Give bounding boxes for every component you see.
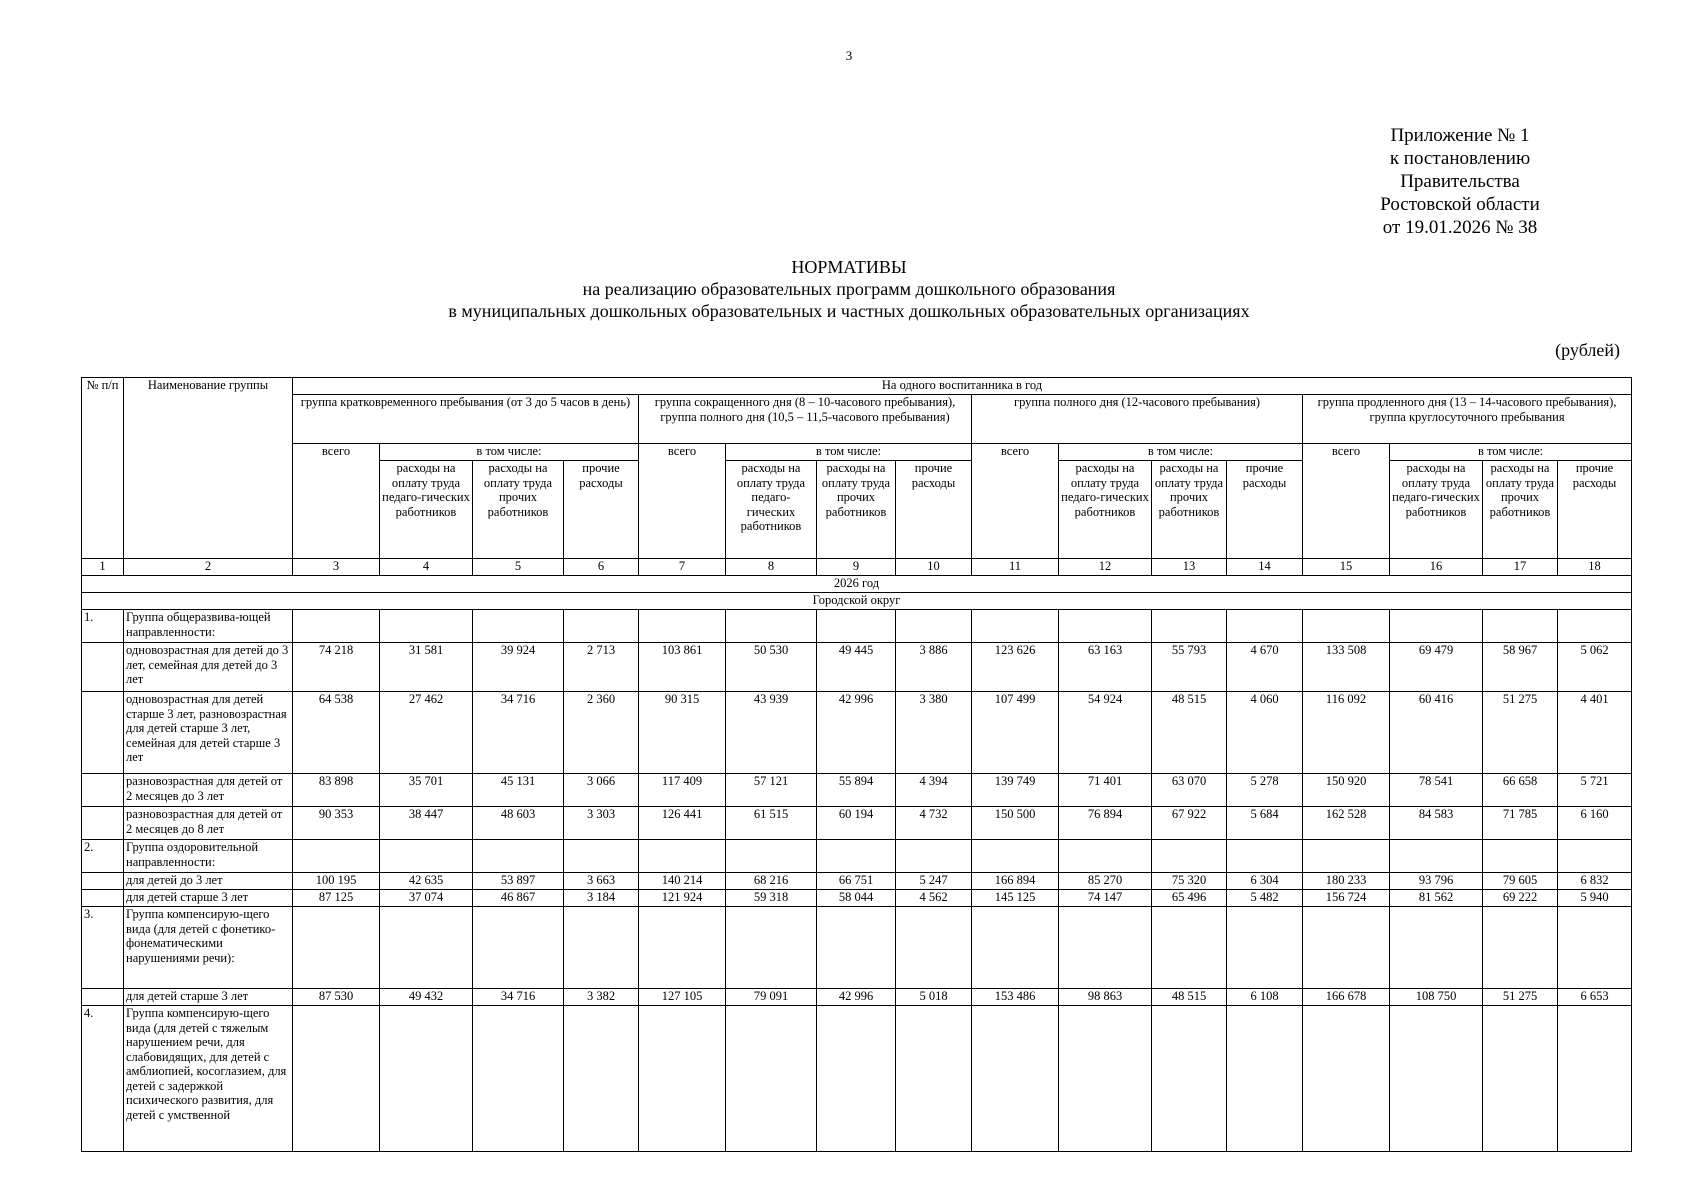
row-value	[293, 907, 380, 989]
row-value: 57 121	[726, 774, 817, 807]
row-value: 38 447	[380, 807, 473, 840]
row-value: 34 716	[473, 989, 564, 1006]
row-value	[639, 610, 726, 643]
header-group-short-stay: группа кратковременного пребывания (от 3 до 5 часов в день)	[293, 395, 639, 444]
row-value: 6 832	[1558, 873, 1632, 890]
row-value	[1303, 907, 1390, 989]
row-value: 90 315	[639, 692, 726, 774]
table-row	[82, 840, 1632, 873]
row-value: 48 515	[1152, 692, 1227, 774]
row-value: 3 066	[564, 774, 639, 807]
row-value: 156 724	[1303, 890, 1390, 907]
row-value	[473, 1006, 564, 1152]
row-value: 100 195	[293, 873, 380, 890]
row-value	[972, 1006, 1059, 1152]
table-row	[82, 807, 1632, 840]
row-value: 93 796	[1390, 873, 1483, 890]
row-value: 51 275	[1483, 692, 1558, 774]
row-group-name: для детей старше 3 лет	[124, 989, 293, 1006]
row-value: 49 445	[817, 643, 896, 692]
row-value: 166 894	[972, 873, 1059, 890]
row-value: 145 125	[972, 890, 1059, 907]
row-value: 76 894	[1059, 807, 1152, 840]
row-group-name: для детей старше 3 лет	[124, 890, 293, 907]
row-value	[380, 907, 473, 989]
row-value	[726, 840, 817, 873]
row-value: 42 996	[817, 692, 896, 774]
row-value: 85 270	[1059, 873, 1152, 890]
row-group-name: одновозрастная для детей до 3 лет, семейная для детей до 3 лет	[124, 643, 293, 692]
row-value: 2 360	[564, 692, 639, 774]
row-group-name: одновозрастная для детей старше 3 лет, разновозрастная для детей старше 3 лет, семейная для детей старше 3 лет	[124, 692, 293, 774]
row-value: 3 380	[896, 692, 972, 774]
row-value: 153 486	[972, 989, 1059, 1006]
row-number	[82, 873, 124, 890]
row-value: 108 750	[1390, 989, 1483, 1006]
norms-table	[81, 377, 1632, 1152]
header-group-full-day: группа полного дня (12-часового пребывания)	[972, 395, 1303, 444]
row-value: 55 894	[817, 774, 896, 807]
row-value: 5 482	[1227, 890, 1303, 907]
row-value: 4 670	[1227, 643, 1303, 692]
row-value: 31 581	[380, 643, 473, 692]
row-value	[1303, 610, 1390, 643]
page-number: 3	[845, 48, 853, 63]
row-value	[1483, 1006, 1558, 1152]
column-number: 7	[639, 559, 726, 576]
row-value: 42 635	[380, 873, 473, 890]
row-value: 4 060	[1227, 692, 1303, 774]
row-value: 71 401	[1059, 774, 1152, 807]
row-value	[1152, 907, 1227, 989]
row-value: 90 353	[293, 807, 380, 840]
header-other-expenses: прочие расходы	[1227, 461, 1303, 559]
column-number: 14	[1227, 559, 1303, 576]
row-value: 123 626	[972, 643, 1059, 692]
table-row	[82, 873, 1632, 890]
appendix-line-4: Ростовской области	[1380, 194, 1540, 215]
row-value	[1059, 840, 1152, 873]
row-value	[1390, 840, 1483, 873]
header-other-expenses: прочие расходы	[564, 461, 639, 559]
header-per-child: На одного воспитанника в год	[293, 378, 1632, 395]
row-value	[1390, 907, 1483, 989]
row-value: 27 462	[380, 692, 473, 774]
row-value: 87 125	[293, 890, 380, 907]
column-number: 10	[896, 559, 972, 576]
row-value	[1558, 907, 1632, 989]
row-value	[817, 610, 896, 643]
column-number: 11	[972, 559, 1059, 576]
row-value	[817, 840, 896, 873]
row-value	[1059, 907, 1152, 989]
table-row	[82, 774, 1632, 807]
row-number: 4.	[82, 1006, 124, 1152]
row-value	[1303, 1006, 1390, 1152]
row-value: 46 867	[473, 890, 564, 907]
row-value: 42 996	[817, 989, 896, 1006]
row-value: 50 530	[726, 643, 817, 692]
row-value: 5 278	[1227, 774, 1303, 807]
row-value	[564, 1006, 639, 1152]
row-value: 71 785	[1483, 807, 1558, 840]
header-including: в том числе:	[1390, 444, 1632, 461]
row-value: 3 184	[564, 890, 639, 907]
column-number: 12	[1059, 559, 1152, 576]
table-row	[82, 907, 1632, 989]
row-value: 5 721	[1558, 774, 1632, 807]
header-including: в том числе:	[1059, 444, 1303, 461]
row-value: 5 247	[896, 873, 972, 890]
row-value: 49 432	[380, 989, 473, 1006]
row-value: 68 216	[726, 873, 817, 890]
row-group-name: Группа компенсирую-щего вида (для детей с тяжелым нарушением речи, для слабовидящих, для детей с амблиопией, косоглазием, для детей с задержкой психического развития, для детей с умственной	[124, 1006, 293, 1152]
row-value: 162 528	[1303, 807, 1390, 840]
table-row	[82, 989, 1632, 1006]
row-value: 43 939	[726, 692, 817, 774]
row-value: 55 793	[1152, 643, 1227, 692]
row-number: 2.	[82, 840, 124, 873]
row-value: 133 508	[1303, 643, 1390, 692]
row-value	[1227, 840, 1303, 873]
row-value: 3 663	[564, 873, 639, 890]
row-value	[726, 610, 817, 643]
row-value: 64 538	[293, 692, 380, 774]
row-value	[1483, 840, 1558, 873]
row-value: 166 678	[1303, 989, 1390, 1006]
row-value: 180 233	[1303, 873, 1390, 890]
row-value	[1059, 1006, 1152, 1152]
header-including: в том числе:	[726, 444, 972, 461]
row-number	[82, 643, 124, 692]
row-value	[1227, 610, 1303, 643]
row-value	[896, 1006, 972, 1152]
table-row	[82, 692, 1632, 774]
row-value: 6 304	[1227, 873, 1303, 890]
row-value: 60 416	[1390, 692, 1483, 774]
row-value	[473, 610, 564, 643]
row-value	[473, 840, 564, 873]
row-value: 54 924	[1059, 692, 1152, 774]
row-group-name: разновозрастная для детей от 2 месяцев до 3 лет	[124, 774, 293, 807]
row-value: 48 603	[473, 807, 564, 840]
title-main: НОРМАТИВЫ	[791, 257, 907, 277]
row-value	[639, 840, 726, 873]
header-teacher-pay: расходы на оплату труда педаго-гических работников	[1059, 461, 1152, 559]
row-value: 51 275	[1483, 989, 1558, 1006]
row-value: 37 074	[380, 890, 473, 907]
row-value	[1558, 610, 1632, 643]
row-value: 2 713	[564, 643, 639, 692]
row-value: 5 684	[1227, 807, 1303, 840]
header-other-staff-pay: расходы на оплату труда прочих работников	[817, 461, 896, 559]
header-other-staff-pay: расходы на оплату труда прочих работников	[1483, 461, 1558, 559]
row-value	[639, 1006, 726, 1152]
column-number: 17	[1483, 559, 1558, 576]
row-value	[380, 840, 473, 873]
header-total: всего	[972, 444, 1059, 559]
column-number: 5	[473, 559, 564, 576]
row-value	[1303, 840, 1390, 873]
row-value: 78 541	[1390, 774, 1483, 807]
column-number: 13	[1152, 559, 1227, 576]
column-number: 4	[380, 559, 473, 576]
header-total: всего	[293, 444, 380, 559]
row-value	[817, 907, 896, 989]
row-value: 127 105	[639, 989, 726, 1006]
row-group-name: Группа компенсирую-щего вида (для детей с фонетико-фонематическими нарушениями речи):	[124, 907, 293, 989]
row-value: 103 861	[639, 643, 726, 692]
row-value: 79 091	[726, 989, 817, 1006]
row-value: 61 515	[726, 807, 817, 840]
header-other-staff-pay: расходы на оплату труда прочих работников	[1152, 461, 1227, 559]
appendix-line-2: к постановлению	[1389, 148, 1531, 169]
appendix-line-3: Правительства	[1400, 171, 1520, 192]
column-number: 16	[1390, 559, 1483, 576]
row-number	[82, 890, 124, 907]
units-label: (рублей)	[1555, 340, 1620, 360]
row-value: 83 898	[293, 774, 380, 807]
header-other-expenses: прочие расходы	[896, 461, 972, 559]
row-value: 117 409	[639, 774, 726, 807]
row-value	[817, 1006, 896, 1152]
row-value: 139 749	[972, 774, 1059, 807]
row-value: 150 500	[972, 807, 1059, 840]
row-value: 107 499	[972, 692, 1059, 774]
row-value	[1152, 610, 1227, 643]
row-value: 60 194	[817, 807, 896, 840]
row-value	[1483, 610, 1558, 643]
row-value: 69 222	[1483, 890, 1558, 907]
row-number: 1.	[82, 610, 124, 643]
column-number: 9	[817, 559, 896, 576]
row-group-name: для детей до 3 лет	[124, 873, 293, 890]
row-value	[972, 907, 1059, 989]
row-value	[972, 840, 1059, 873]
row-value: 87 530	[293, 989, 380, 1006]
column-number: 2	[124, 559, 293, 576]
row-value: 75 320	[1152, 873, 1227, 890]
header-group-name: Наименование группы	[124, 378, 293, 559]
column-number: 8	[726, 559, 817, 576]
row-value: 53 897	[473, 873, 564, 890]
column-number: 1	[82, 559, 124, 576]
row-value: 4 401	[1558, 692, 1632, 774]
column-number: 3	[293, 559, 380, 576]
row-number	[82, 774, 124, 807]
row-value: 63 163	[1059, 643, 1152, 692]
row-value: 48 515	[1152, 989, 1227, 1006]
row-value	[564, 907, 639, 989]
row-value: 84 583	[1390, 807, 1483, 840]
row-group-name: Группа оздоровительной направленности:	[124, 840, 293, 873]
row-value: 126 441	[639, 807, 726, 840]
row-number	[82, 692, 124, 774]
row-value: 4 394	[896, 774, 972, 807]
row-value: 34 716	[473, 692, 564, 774]
row-value	[473, 907, 564, 989]
row-value: 3 382	[564, 989, 639, 1006]
row-value	[726, 1006, 817, 1152]
row-value	[564, 610, 639, 643]
appendix-line-1: Приложение № 1	[1390, 125, 1530, 146]
row-value: 35 701	[380, 774, 473, 807]
row-value: 66 751	[817, 873, 896, 890]
row-value: 6 160	[1558, 807, 1632, 840]
table-row	[82, 643, 1632, 692]
header-group-reduced-day: группа сокращенного дня (8 – 10-часового пребывания), группа полного дня (10,5 – 11,5-часового пребывания)	[639, 395, 972, 444]
row-value: 79 605	[1483, 873, 1558, 890]
year-row: 2026 год	[82, 576, 1632, 593]
row-value: 45 131	[473, 774, 564, 807]
appendix-block	[1350, 124, 1570, 239]
row-value: 116 092	[1303, 692, 1390, 774]
row-value	[1558, 840, 1632, 873]
row-value	[896, 907, 972, 989]
row-value: 63 070	[1152, 774, 1227, 807]
row-value: 65 496	[1152, 890, 1227, 907]
row-value	[293, 610, 380, 643]
row-value: 6 108	[1227, 989, 1303, 1006]
row-number	[82, 989, 124, 1006]
table-row	[82, 890, 1632, 907]
row-value: 150 920	[1303, 774, 1390, 807]
row-value	[380, 1006, 473, 1152]
header-other-staff-pay: расходы на оплату труда прочих работников	[473, 461, 564, 559]
row-value: 4 562	[896, 890, 972, 907]
row-value: 4 732	[896, 807, 972, 840]
row-value: 81 562	[1390, 890, 1483, 907]
header-teacher-pay: расходы на оплату труда педаго-гических работников	[726, 461, 817, 559]
appendix-line-5: от 19.01.2026 № 38	[1382, 217, 1538, 238]
row-value: 3 303	[564, 807, 639, 840]
header-including: в том числе:	[380, 444, 639, 461]
row-value: 121 924	[639, 890, 726, 907]
column-number: 6	[564, 559, 639, 576]
row-value: 140 214	[639, 873, 726, 890]
row-value	[1152, 1006, 1227, 1152]
row-value	[1059, 610, 1152, 643]
table-row	[82, 610, 1632, 643]
row-value	[1152, 840, 1227, 873]
row-value: 5 940	[1558, 890, 1632, 907]
row-value	[896, 840, 972, 873]
row-value	[639, 907, 726, 989]
row-number	[82, 807, 124, 840]
row-value: 69 479	[1390, 643, 1483, 692]
column-number: 15	[1303, 559, 1390, 576]
row-group-name: Группа общеразвива-ющей направленности:	[124, 610, 293, 643]
row-value: 39 924	[473, 643, 564, 692]
header-total: всего	[1303, 444, 1390, 559]
header-teacher-pay: расходы на оплату труда педаго-гических работников	[1390, 461, 1483, 559]
row-value: 74 147	[1059, 890, 1152, 907]
row-value	[726, 907, 817, 989]
row-value	[293, 840, 380, 873]
row-value	[380, 610, 473, 643]
row-value: 98 863	[1059, 989, 1152, 1006]
row-value	[1390, 1006, 1483, 1152]
header-number: № п/п	[82, 378, 124, 559]
row-value: 5 018	[896, 989, 972, 1006]
row-value: 6 653	[1558, 989, 1632, 1006]
row-group-name: разновозрастная для детей от 2 месяцев до 8 лет	[124, 807, 293, 840]
row-value	[896, 610, 972, 643]
header-teacher-pay: расходы на оплату труда педаго-гических работников	[380, 461, 473, 559]
title-line-3: в муниципальных дошкольных образовательных и частных дошкольных образовательных организациях	[448, 301, 1250, 321]
row-number: 3.	[82, 907, 124, 989]
row-value	[1483, 907, 1558, 989]
row-value: 58 967	[1483, 643, 1558, 692]
row-value	[1558, 1006, 1632, 1152]
row-value: 67 922	[1152, 807, 1227, 840]
header-other-expenses: прочие расходы	[1558, 461, 1632, 559]
row-value: 58 044	[817, 890, 896, 907]
row-value	[1227, 907, 1303, 989]
row-value	[564, 840, 639, 873]
header-group-extended-day: группа продленного дня (13 – 14-часового пребывания), группа круглосуточного пребывания	[1303, 395, 1632, 444]
row-value: 66 658	[1483, 774, 1558, 807]
row-value: 74 218	[293, 643, 380, 692]
row-value: 59 318	[726, 890, 817, 907]
row-value: 3 886	[896, 643, 972, 692]
column-number: 18	[1558, 559, 1632, 576]
table-row	[82, 1006, 1632, 1152]
row-value: 5 062	[1558, 643, 1632, 692]
row-value	[293, 1006, 380, 1152]
header-total: всего	[639, 444, 726, 559]
title-line-2: на реализацию образовательных программ дошкольного образования	[582, 279, 1116, 299]
row-value	[972, 610, 1059, 643]
district-row: Городской округ	[82, 593, 1632, 610]
document-title	[0, 256, 1698, 322]
row-value	[1390, 610, 1483, 643]
row-value	[1227, 1006, 1303, 1152]
